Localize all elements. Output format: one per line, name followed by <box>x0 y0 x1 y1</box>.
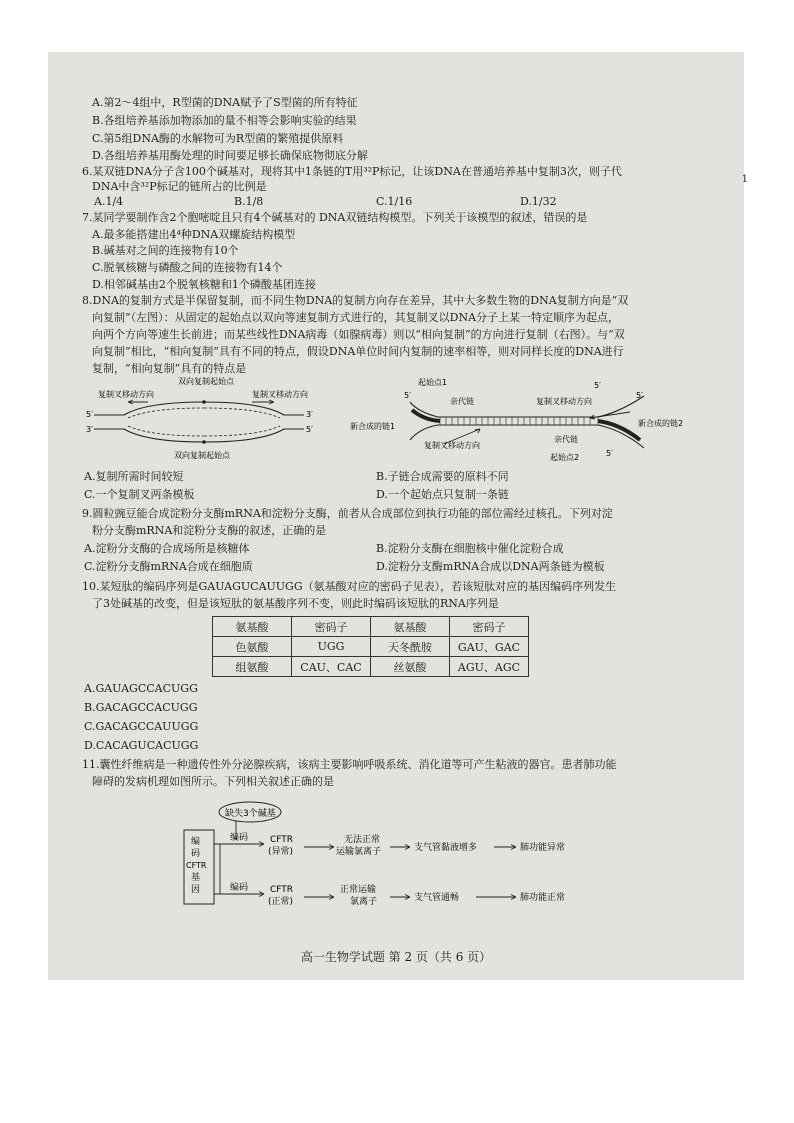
fig-right-end-5-b: 5′ <box>594 381 601 390</box>
parent-strand-bottom <box>94 429 304 442</box>
q5-option-c: C.第5组DNA酶的水解物可为R型菌的繁殖提供原料 <box>92 132 344 145</box>
fig-right-fork-move2-label: 复制叉移动方向 <box>424 441 480 450</box>
q5-option-b: B.各组培养基添加物添加的量不相等会影响实验的结果 <box>92 114 357 127</box>
exam-page-photo <box>48 52 748 980</box>
q8-stem-line5: 复制，“相向复制”具有的特点是 <box>92 362 247 375</box>
table-row <box>213 617 529 637</box>
q10-option-b: B.GACAGCCACUGG <box>84 701 198 714</box>
origin-dot-top <box>202 400 206 404</box>
q9-option-c: C.淀粉分支酶mRNA合成在细胞质 <box>84 560 253 573</box>
fork-arrow-right <box>252 400 274 404</box>
q10-option-c: C.GACAGCCAUUGG <box>84 720 199 733</box>
cftr-normal-state: (正常) <box>268 897 294 907</box>
abnormal-mid-result: 支气管黏液增多 <box>414 843 478 853</box>
convergent-replication-diagram <box>348 374 684 466</box>
q9-option-a: A.淀粉分支酶的合成场所是核糖体 <box>84 542 250 555</box>
bidirectional-replication-diagram <box>84 374 344 464</box>
normal-end-result: 肺功能正常 <box>520 893 566 903</box>
fig-right-origin1-label: 起始点1 <box>418 378 448 387</box>
q7-option-d: D.相邻碱基由2个脱氧核糖和1个磷酸基团连接 <box>92 278 316 291</box>
table-header-cell: 密码子 <box>450 617 529 637</box>
q10-stem-line2: 了3处碱基的改变，但是该短肽的氨基酸序列不变，则此时编码该短肽的RNA序列是 <box>92 597 499 610</box>
arrow <box>494 845 516 850</box>
q7-option-b: B.碱基对之间的连接物有10个 <box>92 244 239 257</box>
missing-bases-label: 缺失3个碱基 <box>225 809 276 819</box>
q6-stem-line2: DNA中含³²P标记的链所占的比例是 <box>92 180 267 193</box>
q8-stem-line2: 向复制”（左图）：从固定的起始点以双向等速复制方式进行的，其复制叉以DNA分子上某一特定顺序为起点， <box>92 311 620 324</box>
abnormal-effect-line1: 无法正常 <box>344 835 381 845</box>
page-footer: 高一生物学试题 第 2 页（共 6 页） <box>300 950 492 964</box>
q5-option-a: A.第2～4组中，R型菌的DNA赋予了S型菌的所有特征 <box>92 96 358 109</box>
q9-option-d: D.淀粉分支酶mRNA合成以DNA两条链为模板 <box>376 560 605 573</box>
encode-label-normal: 编码 <box>230 883 249 893</box>
q6-option-b: B.1/8 <box>234 195 264 208</box>
gene-label-char: 因 <box>191 885 201 895</box>
q11-stem-line2: 障碍的发病机理如图所示。下列相关叙述正确的是 <box>92 775 334 788</box>
normal-mid-result: 支气管通畅 <box>414 893 460 903</box>
table-header-cell: 氨基酸 <box>371 617 450 637</box>
q11-stem-line1: 11.囊性纤维病是一种遗传性外分泌腺疾病，该病主要影响呼吸系统、消化道等可产生粘液的器官。患者肺功能 <box>82 758 617 771</box>
fig-left-end-5-top: 5′ <box>86 410 93 419</box>
fig-left-origin-bottom-label: 双向复制起始点 <box>174 451 230 460</box>
q10-option-a: A.GAUAGCCACUGG <box>84 682 198 695</box>
fig-right-fork-move1-label: 复制叉移动方向 <box>536 397 592 406</box>
fig-left-end-3-bottom: 3′ <box>86 425 93 434</box>
q10-option-d: D.CACAGUCACUGG <box>84 739 199 752</box>
fig-left-end-5-bottom: 5′ <box>306 425 313 434</box>
q5-option-d: D.各组培养基用酶处理的时间要足够长确保底物彻底分解 <box>92 149 368 162</box>
q9-stem-line2: 粉分支酶mRNA和淀粉分支酶的叙述，正确的是 <box>92 524 327 537</box>
arrow <box>390 845 410 850</box>
table-row <box>213 657 529 677</box>
fork-arrow-left <box>128 400 148 404</box>
cftr-abnormal-label: CFTR <box>270 835 294 845</box>
normal-effect-line1: 正常运输 <box>340 885 377 895</box>
daughter-strand <box>128 426 204 436</box>
arrow <box>476 895 516 900</box>
q6-option-d: D.1/32 <box>520 195 557 208</box>
table-cell: CAU、CAC <box>292 657 371 677</box>
gene-label-char: 编 <box>191 837 201 847</box>
table-cell: 天冬酰胺 <box>371 637 450 657</box>
q6-option-a: A.1/4 <box>94 195 124 208</box>
fig-right-origin2-label: 起始点2 <box>550 453 580 462</box>
q8-option-d: D.一个起始点只复制一条链 <box>376 488 509 501</box>
base-pair-rungs <box>446 417 590 425</box>
fig-right-new1-label: 新合成的链1 <box>350 422 396 431</box>
fig-right-end-5-a: 5′ <box>404 391 411 400</box>
cftr-normal-label: CFTR <box>270 885 294 895</box>
cftr-mechanism-diagram <box>178 800 598 912</box>
encode-label-abnormal: 编码 <box>230 833 249 843</box>
arrow <box>390 895 410 900</box>
fig-left-origin-top-label: 双向复制起始点 <box>178 377 234 386</box>
gene-label-char: 码 <box>191 849 201 859</box>
fig-right-end-5-d: 5′ <box>606 449 613 458</box>
q8-stem-line3: 向两个方向等速生长前进；而某些线性DNA病毒（如腺病毒）则以“相向复制”的方向进行复制（右图）。与“双 <box>92 328 625 341</box>
normal-effect-line2: 氯离子 <box>350 897 378 907</box>
arrow <box>304 895 334 900</box>
q8-option-b: B.子链合成需要的原料不同 <box>376 470 509 483</box>
new-strand-2 <box>598 421 640 440</box>
q9-stem-line1: 9.圆粒豌豆能合成淀粉分支酶mRNA和淀粉分支酶，前者从合成部位到执行功能的部位需经过核孔。下列对淀 <box>82 507 613 520</box>
daughter-strand <box>204 426 280 436</box>
table-header-cell: 氨基酸 <box>213 617 292 637</box>
fig-left-fork-label-left: 复制叉移动方向 <box>98 390 154 399</box>
daughter-strand <box>204 408 280 418</box>
q8-stem-line1: 8.DNA的复制方式是半保留复制，而不同生物DNA的复制方向存在差异，其中大多数生物的DNA复制方向是“双 <box>82 294 629 307</box>
cftr-abnormal-state: (异常) <box>268 847 294 857</box>
daughter-strand <box>128 408 204 418</box>
arrow <box>304 845 334 850</box>
table-cell: AGU、AGC <box>450 657 529 677</box>
codon-table <box>212 616 529 677</box>
table-cell: UGG <box>292 637 371 657</box>
q6-option-c: C.1/16 <box>376 195 413 208</box>
q7-stem: 7.某同学要制作含2个胞嘧啶且只有4个碱基对的 DNA双链结构模型。下列关于该模型的叙述，错误的是 <box>82 211 588 224</box>
parent-strand-top <box>94 402 304 415</box>
fig-right-new2-label: 新合成的链2 <box>638 419 684 428</box>
gene-bracket <box>214 844 220 894</box>
table-cell: 组氨酸 <box>213 657 292 677</box>
right-parent-strand-top <box>410 396 644 417</box>
table-row <box>213 637 529 657</box>
new-strand-1 <box>412 410 440 421</box>
fig-left-fork-label-right: 复制叉移动方向 <box>252 390 308 399</box>
q7-option-c: C.脱氧核糖与磷酸之间的连接物有14个 <box>92 261 283 274</box>
table-header-cell: 密码子 <box>292 617 371 637</box>
fig-right-parent2-label: 亲代链 <box>554 435 578 444</box>
fig-right-parent1-label: 亲代链 <box>450 397 474 406</box>
table-cell: 丝氨酸 <box>371 657 450 677</box>
q10-stem-line1: 10.某短肽的编码序列是GAUAGUCAUUGG（氨基酸对应的密码子见表），若该短肽对应的基因编码序列发生 <box>82 580 617 593</box>
table-cell: 色氨酸 <box>213 637 292 657</box>
q8-stem-line4: 向复制”相比，“相向复制”具有不同的特点，假设DNA单位时间内复制的速率相等，则对同样长度的DNA进行 <box>92 345 624 358</box>
gene-label-char: 基 <box>191 873 201 883</box>
q6-stem-line1: 6.某双链DNA分子含100个碱基对，现将其中1条链的T用³²P标记，让该DNA在普通培养基中复制3次，则子代 <box>82 165 622 178</box>
origin-dot-bottom <box>202 440 206 444</box>
abnormal-end-result: 肺功能异常 <box>520 843 566 853</box>
q8-option-a: A.复制所需时间较短 <box>84 470 184 483</box>
fig-right-end-5-c: 5′ <box>636 391 643 400</box>
q8-option-c: C.一个复制叉两条模板 <box>84 488 195 501</box>
abnormal-effect-line2: 运输氯离子 <box>336 847 382 857</box>
side-number: 1 <box>741 174 748 185</box>
table-cell: GAU、GAC <box>450 637 529 657</box>
q7-option-a: A.最多能搭建出4⁴种DNA双螺旋结构模型 <box>92 228 296 241</box>
fig-left-end-3-top: 3′ <box>306 410 313 419</box>
q9-option-b: B.淀粉分支酶在细胞核中催化淀粉合成 <box>376 542 564 555</box>
gene-label-char: CFTR <box>186 861 207 870</box>
